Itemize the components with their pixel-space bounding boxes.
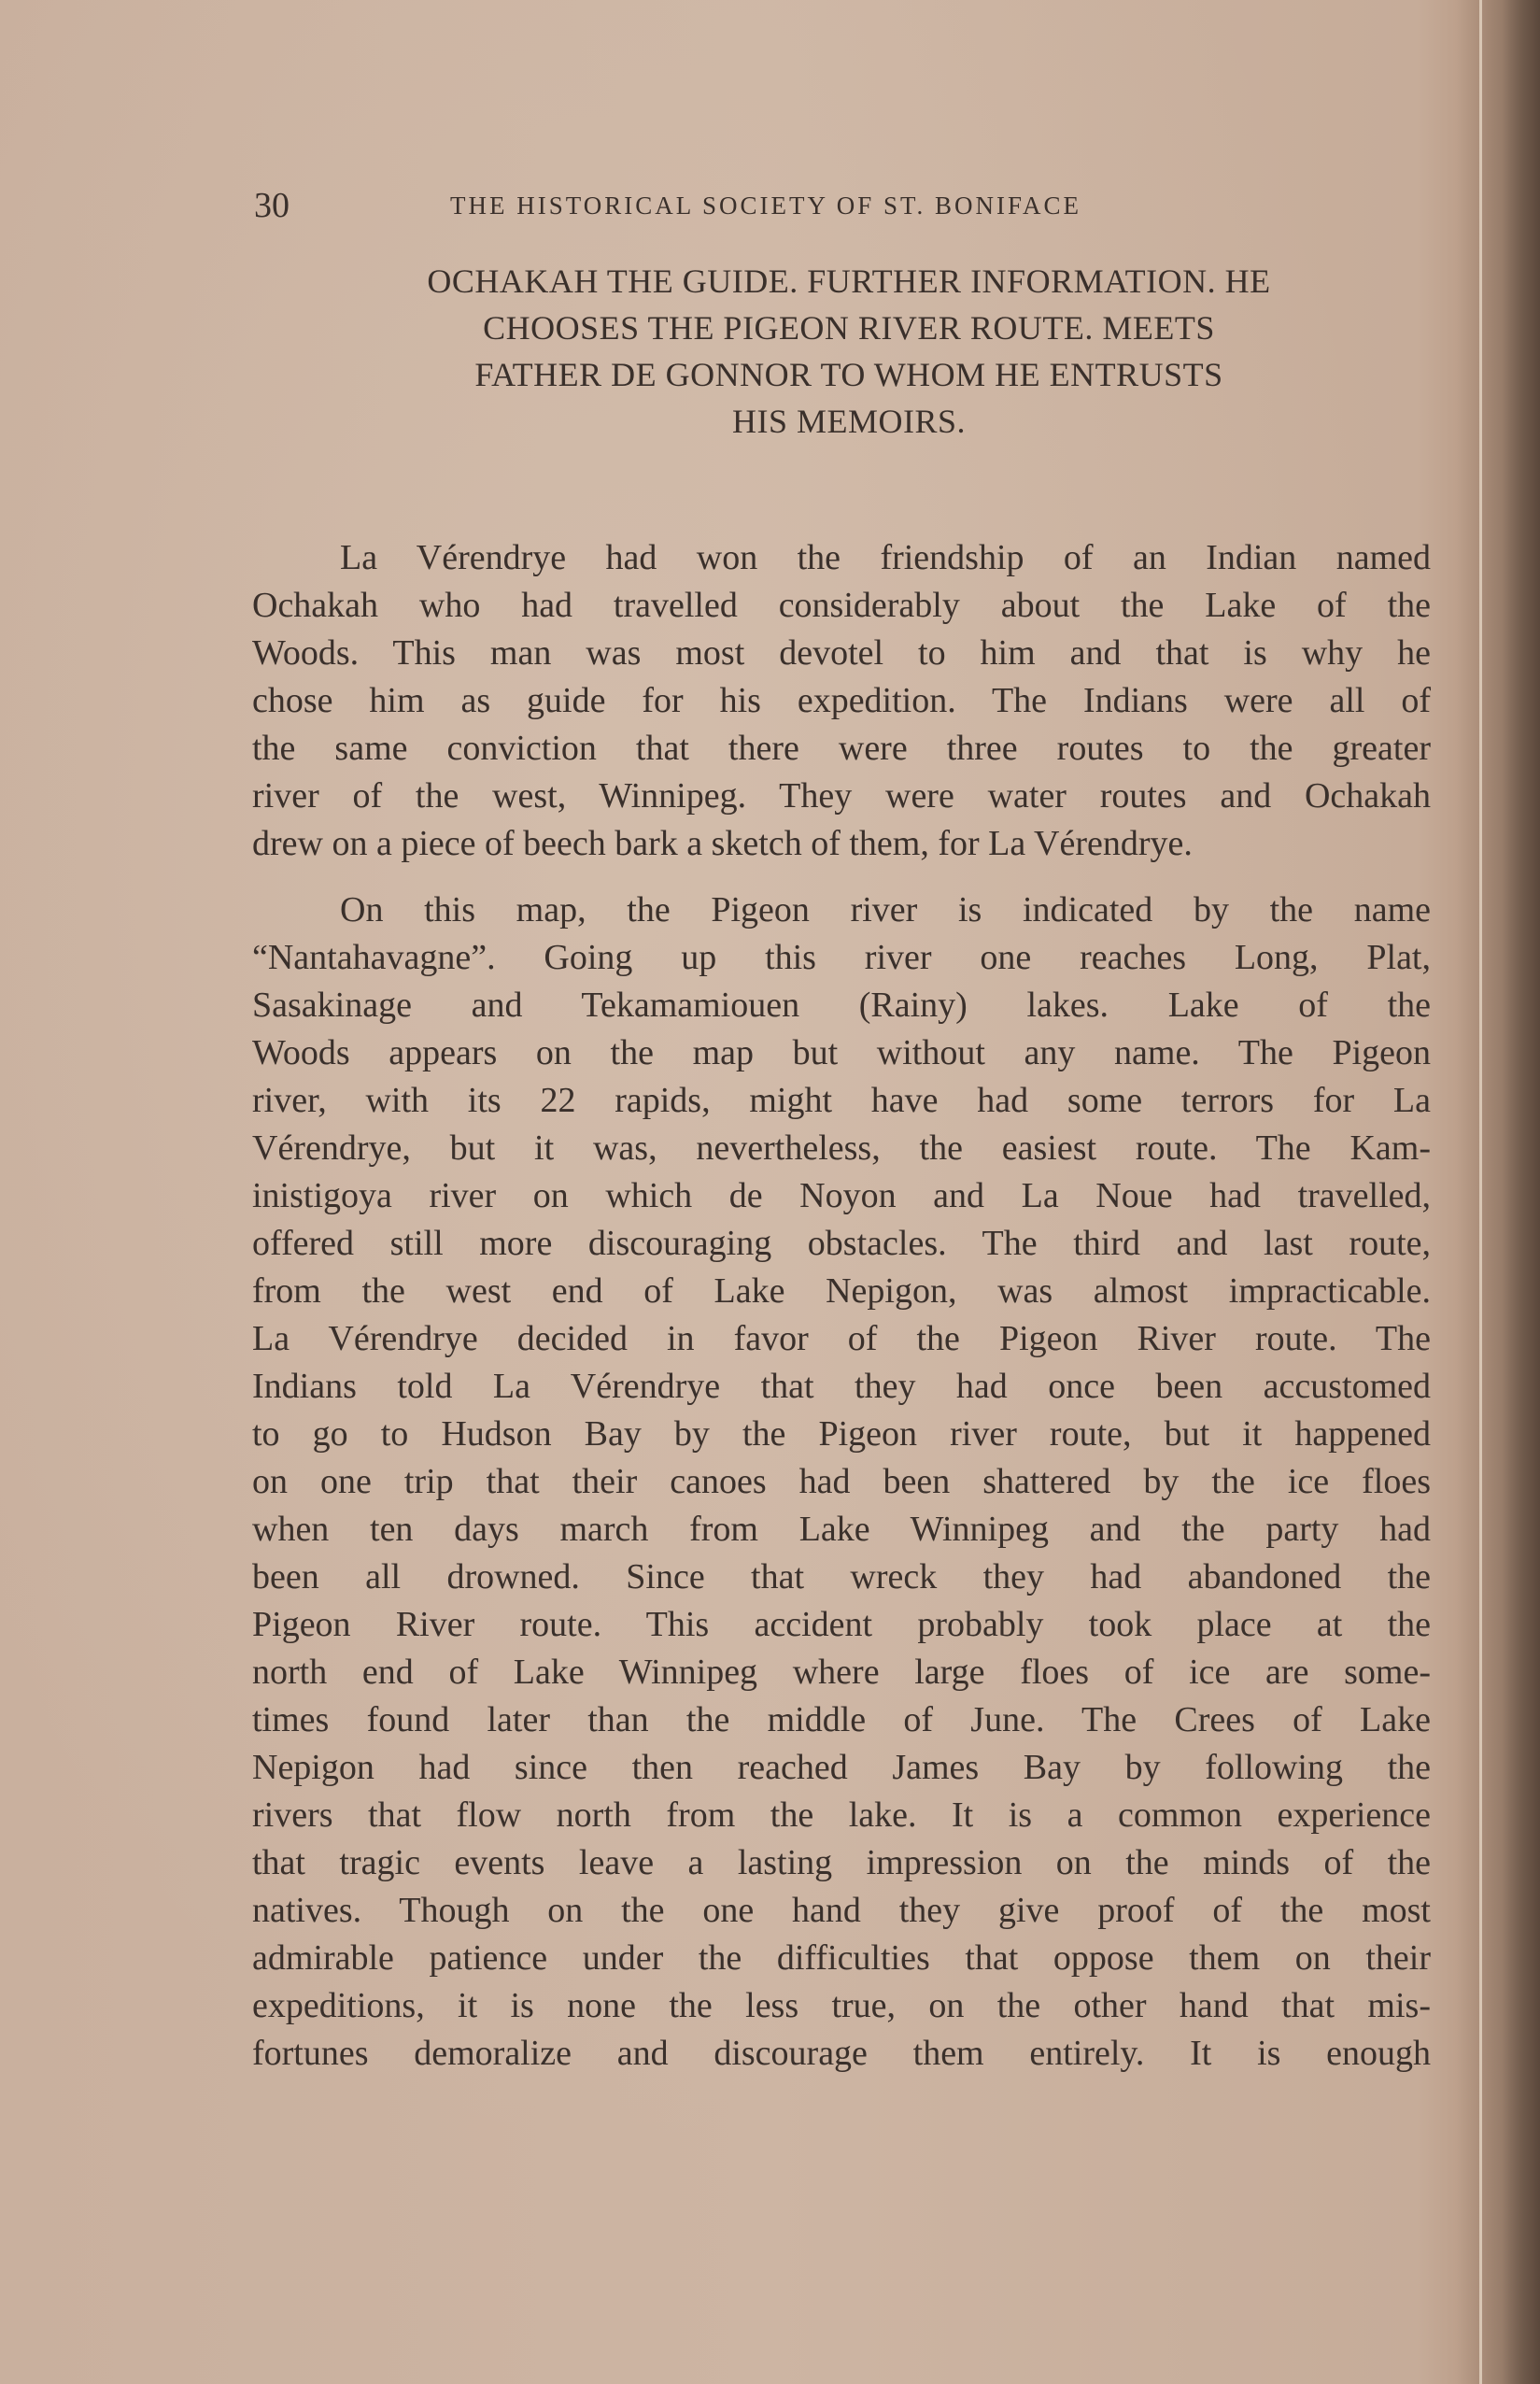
page-spine-shadow <box>1456 0 1540 2384</box>
text-line: natives. Though on the one hand they give proof of the most <box>252 1891 1431 1930</box>
paragraph <box>252 534 1431 868</box>
text-line: rivers that flow north from the lake. It is a common experience <box>252 1795 1431 1835</box>
chapter-heading-line: HIS MEMOIRS. <box>731 403 967 440</box>
text-line: been all drowned. Since that wreck they had abandoned the <box>252 1557 1431 1596</box>
text-line: the same conviction that there were three routes to the greater <box>252 729 1431 768</box>
page-edge-highlight <box>1479 0 1482 2384</box>
text-line: “Nantahavagne”. Going up this river one reaches Long, Plat, <box>252 938 1431 977</box>
text-line: from the west end of Lake Nepigon, was almost impracticable. <box>252 1271 1431 1311</box>
running-head-title: THE HISTORICAL SOCIETY OF ST. BONIFACE <box>450 192 1082 220</box>
paragraph <box>252 887 1431 2078</box>
text-line: on one trip that their canoes had been shattered by the ice floes <box>252 1462 1431 1501</box>
text-line: fortunes demoralize and discourage them entirely. It is enough <box>252 2034 1431 2073</box>
text-line: Woods. This man was most devotel to him and that is why he <box>252 633 1431 673</box>
body-text <box>252 534 1431 2078</box>
text-line: Pigeon River route. This accident probably took place at the <box>252 1605 1431 1644</box>
text-line: Indians told La Vérendrye that they had once been accustomed <box>252 1367 1431 1406</box>
text-line: chose him as guide for his expedition. The Indians were all of <box>252 681 1431 720</box>
text-line: to go to Hudson Bay by the Pigeon river route, but it happened <box>252 1414 1431 1454</box>
text-line: that tragic events leave a lasting impression on the minds of the <box>252 1843 1431 1882</box>
text-line: expeditions, it is none the less true, on the other hand that mis- <box>252 1986 1431 2025</box>
text-line: Woods appears on the map but without any name. The Pigeon <box>252 1033 1431 1072</box>
text-line: Ochakah who had travelled considerably about the Lake of the <box>252 586 1431 625</box>
text-line: La Vérendrye had won the friendship of an Indian named <box>340 538 1431 577</box>
text-line: admirable patience under the difficulties that oppose them on their <box>252 1938 1431 1978</box>
text-line: offered still more discouraging obstacles. The third and last route, <box>252 1224 1431 1263</box>
text-line: drew on a piece of beech bark a sketch of them, for La Vérendrye. <box>252 824 1193 863</box>
page-number: 30 <box>254 186 290 225</box>
text-line: river, with its 22 rapids, might have had some terrors for La <box>252 1081 1431 1120</box>
text-line: La Vérendrye decided in favor of the Pigeon River route. The <box>252 1319 1431 1358</box>
chapter-heading-line: FATHER DE GONNOR TO WHOM HE ENTRUSTS <box>474 356 1223 393</box>
text-line: times found later than the middle of June. The Crees of Lake <box>252 1700 1431 1739</box>
text-line: inistigoya river on which de Noyon and La Noue had travelled, <box>252 1176 1431 1215</box>
text-line: Nepigon had since then reached James Bay by following the <box>252 1748 1431 1787</box>
text-line: river of the west, Winnipeg. They were water routes and Ochakah <box>252 776 1431 816</box>
text-line: when ten days march from Lake Winnipeg and the party had <box>252 1510 1431 1549</box>
text-line: On this map, the Pigeon river is indicated by the name <box>340 890 1431 929</box>
text-line: Sasakinage and Tekamamiouen (Rainy) lakes. Lake of the <box>252 986 1431 1025</box>
chapter-heading-line: CHOOSES THE PIGEON RIVER ROUTE. MEETS <box>483 309 1215 347</box>
running-head <box>254 183 1449 228</box>
text-line: Vérendrye, but it was, nevertheless, the easiest route. The Kam- <box>252 1128 1431 1168</box>
chapter-heading <box>248 258 1449 445</box>
text-line: north end of Lake Winnipeg where large floes of ice are some- <box>252 1653 1431 1692</box>
chapter-heading-line: OCHAKAH THE GUIDE. FURTHER INFORMATION. HE <box>427 263 1271 300</box>
